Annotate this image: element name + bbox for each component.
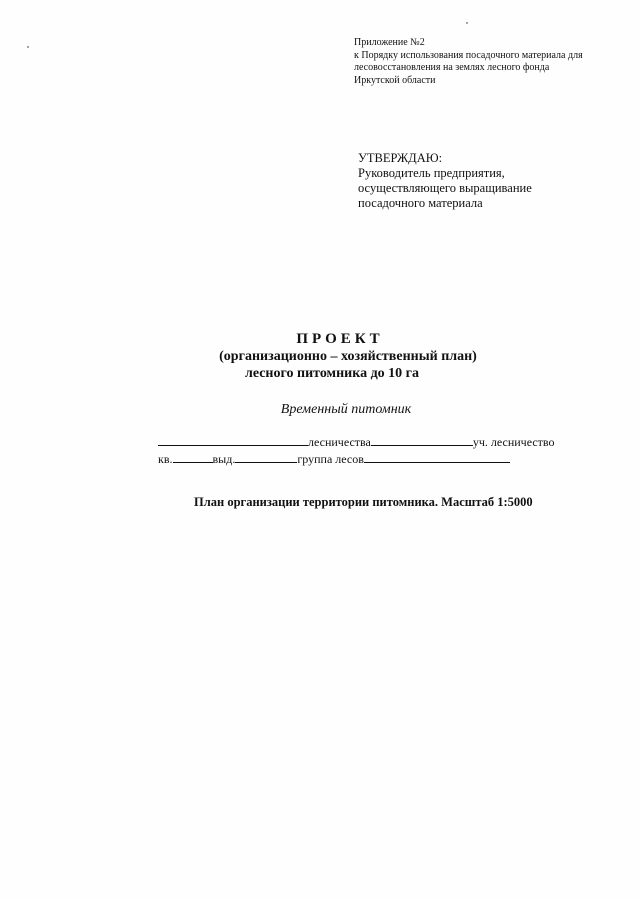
forestry-label: лесничества — [308, 435, 371, 449]
scan-speck — [466, 22, 468, 24]
quarter-label: кв. — [158, 452, 173, 466]
forest-group-label: группа лесов — [297, 452, 364, 466]
forestry-blank[interactable] — [158, 434, 308, 446]
approval-line-3: посадочного материала — [358, 196, 483, 210]
appendix-region: Иркутской области — [354, 74, 436, 86]
title-subtitle-1: (организационно – хозяйственный план) — [219, 349, 477, 364]
approval-block — [358, 151, 618, 211]
location-form — [158, 434, 598, 468]
district-label: уч. лесничество — [472, 435, 555, 449]
plan-caption: План организации территории питомника. Масштаб 1:5000 — [194, 495, 533, 509]
approval-heading: УТВЕРЖДАЮ: — [358, 151, 443, 165]
document-title — [0, 331, 640, 382]
quarter-blank[interactable] — [173, 451, 213, 463]
form-row-1 — [158, 434, 598, 451]
nursery-type: Временный питомник — [280, 402, 412, 417]
plot-blank[interactable] — [235, 451, 297, 463]
title-subtitle-2: лесного питомника до 10 га — [244, 366, 420, 381]
appendix-number: Приложение №2 — [354, 37, 425, 48]
form-row-2 — [158, 451, 598, 468]
scan-speck — [27, 46, 29, 48]
approval-line-1: Руководитель предприятия, — [358, 166, 505, 180]
appendix-reference-cont: лесовосстановления на землях лесного фонда — [354, 62, 550, 73]
approval-line-2: осуществляющего выращивание — [358, 181, 532, 195]
appendix-reference: к Порядку использования посадочного материала для — [354, 49, 583, 61]
forest-group-blank[interactable] — [364, 451, 510, 463]
district-blank[interactable] — [371, 434, 473, 446]
appendix-note — [354, 37, 634, 87]
plot-label: выд. — [212, 452, 236, 466]
title-main: ПРОЕКТ — [296, 331, 384, 347]
